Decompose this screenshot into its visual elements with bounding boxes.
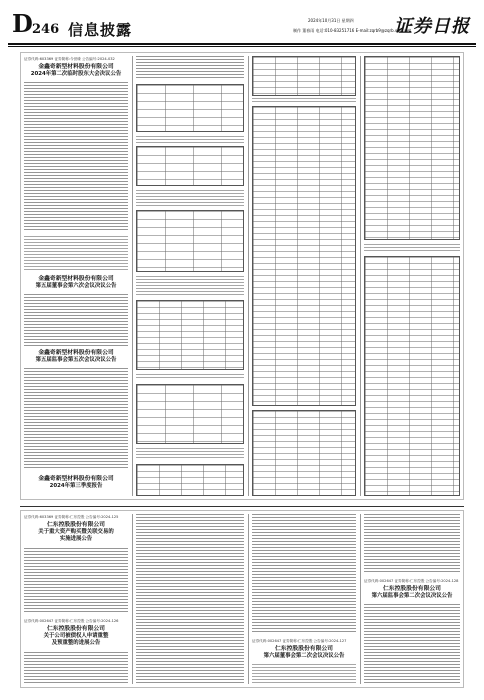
- notice-company: 金鑫奇新型材料股份有限公司: [38, 276, 114, 282]
- notice-company: 金鑫奇新型材料股份有限公司: [38, 64, 114, 70]
- notice-body: [24, 548, 128, 614]
- notice-title: 第五届董事会第六次会议决议公告: [35, 283, 117, 289]
- report-body: [364, 244, 460, 252]
- financial-table: [136, 146, 244, 186]
- notice-body: [24, 236, 128, 270]
- report-body: [136, 448, 244, 460]
- section-title: 信息披露: [68, 21, 133, 39]
- report-body: [136, 190, 244, 206]
- page-number: 246: [32, 22, 60, 37]
- shareholder-table: [136, 300, 244, 370]
- section-divider: [20, 506, 464, 507]
- notice-title: 2024年第二次临时股东大会决议公告: [30, 71, 122, 77]
- notice-company: 金鑫奇新型材料股份有限公司: [38, 476, 114, 482]
- column-divider: [132, 514, 133, 684]
- notice-body: [24, 652, 128, 684]
- notice-heading: [252, 638, 356, 660]
- notice-code: 证券代码:002647 证券简称:仁东控股 公告编号:2024-128: [364, 579, 459, 583]
- notice-title-line: 关于重大资产购买暨关联交易的: [38, 529, 114, 535]
- notice-code: 证券代码:002647 证券简称:仁东控股 公告编号:2024-127: [252, 639, 347, 643]
- notice-title-line: 及预重整的进展公告: [51, 640, 101, 646]
- notice-title: 第五届监事会第五次会议决议公告: [35, 357, 117, 363]
- notice-code: 证券代码:603369 证券简称:仁东控股 公告编号:2024-125: [24, 515, 119, 519]
- column-divider: [248, 514, 249, 684]
- notice-title-line: 关于公司被债权人申请重整: [43, 633, 109, 639]
- income-statement-table: [364, 56, 460, 240]
- notice-company: 仁东控股股份有限公司: [383, 586, 441, 592]
- notice-heading: [364, 578, 460, 600]
- masthead: [8, 8, 476, 42]
- financial-table: [136, 84, 244, 132]
- issue-date: 2024年10月31日 星期四: [308, 18, 354, 23]
- notice-body: [24, 368, 128, 468]
- notice-code: 证券代码:603369 证券简称:今世缘 公告编号:2024-032: [24, 57, 115, 61]
- column-divider: [132, 56, 133, 496]
- notice-heading: [24, 56, 128, 78]
- shareholder-table: [136, 384, 244, 444]
- notice-body: [24, 82, 128, 232]
- notice-code: 证券代码:002647 证券简称:仁东控股 公告编号:2024-126: [24, 619, 119, 623]
- notice-body: [252, 664, 356, 684]
- notice-heading: [24, 350, 128, 364]
- notice-title: 2024年第三季度报告: [49, 483, 103, 489]
- notice-body: [24, 294, 128, 346]
- column-divider: [248, 56, 249, 496]
- cash-flow-table: [364, 256, 460, 496]
- notice-title-line: 第六届董事会第二次会议决议公告: [263, 653, 345, 659]
- masthead-rule-thin: [8, 46, 476, 47]
- notice-heading: [24, 476, 128, 490]
- editor-contact: 制作 董春雨 电话:010-83251716 E-mail:zqrb9@zqrb.sina.net: [293, 28, 411, 33]
- notice-company: 仁东控股股份有限公司: [47, 522, 105, 528]
- report-body: [252, 98, 356, 104]
- notice-body: [364, 514, 460, 574]
- notice-heading: [24, 276, 128, 290]
- balance-sheet-table: [252, 410, 356, 496]
- notice-heading: [24, 514, 128, 543]
- notice-company: 仁东控股股份有限公司: [275, 646, 333, 652]
- financial-table: [136, 464, 244, 496]
- column-divider: [360, 514, 361, 684]
- notice-heading: [24, 618, 128, 647]
- notice-title-line: 实施进展公告: [59, 536, 93, 542]
- notice-body: [364, 604, 460, 684]
- notice-title-line: 第六届监事会第二次会议决议公告: [371, 593, 453, 599]
- notice-body: [252, 514, 356, 634]
- balance-sheet-table: [252, 106, 356, 406]
- notice-body: [136, 514, 244, 684]
- notice-company: 仁东控股股份有限公司: [47, 626, 105, 632]
- report-body: [136, 276, 244, 296]
- report-body: [136, 56, 244, 80]
- balance-sheet-table: [252, 56, 356, 96]
- report-body: [136, 374, 244, 380]
- report-body: [136, 136, 244, 144]
- page-letter: D: [12, 9, 33, 38]
- paper-logo: 证券日报: [394, 16, 470, 37]
- masthead-rule: [8, 43, 476, 45]
- financial-table: [136, 210, 244, 272]
- column-divider: [360, 56, 361, 496]
- notice-company: 金鑫奇新型材料股份有限公司: [38, 350, 114, 356]
